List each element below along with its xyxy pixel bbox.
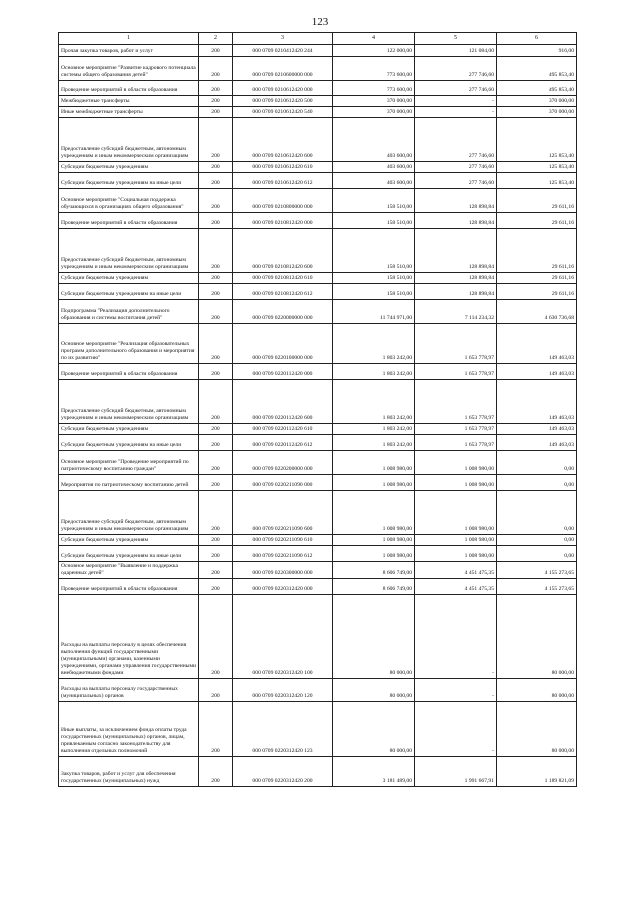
row-code-cell: 200 xyxy=(199,702,233,757)
column-header: 6 xyxy=(497,33,577,45)
row-classification-cell: 000 0709 0220312420 120 xyxy=(233,679,333,702)
row-approved-amount-cell: 122 000,00 xyxy=(333,45,415,57)
row-code-cell: 200 xyxy=(199,162,233,173)
table-row xyxy=(59,679,577,702)
row-classification-cell: 000 0709 0210812420 600 xyxy=(233,229,333,273)
row-executed-amount-cell: 1 653 778,97 xyxy=(415,435,497,451)
row-name-cell: Предоставление субсидий бюджетным, автономным учреждениям и иным некоммерческим организациям xyxy=(59,229,199,273)
row-approved-amount-cell: 1 008 980,00 xyxy=(333,491,415,535)
row-unexecuted-amount-cell: 149 463,03 xyxy=(497,424,577,435)
row-code-cell: 200 xyxy=(199,364,233,380)
row-code-cell: 200 xyxy=(199,57,233,81)
row-executed-amount-cell: 128 898,84 xyxy=(415,213,497,229)
row-classification-cell: 000 0709 0220211090 000 xyxy=(233,475,333,491)
row-code-cell: 200 xyxy=(199,435,233,451)
row-name-cell: Проведение мероприятий в области образования xyxy=(59,579,199,595)
row-name-cell: Расходы на выплаты персоналу в целях обеспечения выполнения функций государственными (муниципальными) органами, казенными учреждениями, органами управления государственными внебюджетными фондами xyxy=(59,595,199,679)
row-approved-amount-cell: 773 600,00 xyxy=(333,57,415,81)
row-executed-amount-cell: 277 746,60 xyxy=(415,173,497,189)
table-row xyxy=(59,535,577,546)
row-approved-amount-cell: 8 606 749,00 xyxy=(333,579,415,595)
table-row xyxy=(59,451,577,475)
row-approved-amount-cell: 1 803 242,00 xyxy=(333,324,415,364)
table-row xyxy=(59,189,577,213)
row-classification-cell: 000 0709 0220312420 200 xyxy=(233,757,333,787)
row-code-cell: 200 xyxy=(199,81,233,96)
row-unexecuted-amount-cell: 29 611,16 xyxy=(497,229,577,273)
row-name-cell: Субсидии бюджетным учреждениям на иные цели xyxy=(59,284,199,300)
row-unexecuted-amount-cell: 495 853,40 xyxy=(497,57,577,81)
row-classification-cell: 000 0709 0210812420 000 xyxy=(233,213,333,229)
table-row xyxy=(59,107,577,118)
row-executed-amount-cell: 1 991 667,91 xyxy=(415,757,497,787)
row-approved-amount-cell: 3 181 489,00 xyxy=(333,757,415,787)
table-row xyxy=(59,118,577,162)
table-row xyxy=(59,380,577,424)
row-name-cell: Прочая закупка товаров, работ и услуг xyxy=(59,45,199,57)
table-row xyxy=(59,757,577,787)
row-name-cell: Проведение мероприятий в области образования xyxy=(59,213,199,229)
row-executed-amount-cell: 1 008 980,00 xyxy=(415,546,497,562)
row-approved-amount-cell: 773 600,00 xyxy=(333,81,415,96)
row-code-cell: 200 xyxy=(199,213,233,229)
row-name-cell: Субсидии бюджетным учреждениям на иные цели xyxy=(59,173,199,189)
row-unexecuted-amount-cell: 29 611,16 xyxy=(497,189,577,213)
row-code-cell: 200 xyxy=(199,535,233,546)
row-unexecuted-amount-cell: 80 000,00 xyxy=(497,679,577,702)
row-code-cell: 200 xyxy=(199,96,233,107)
row-approved-amount-cell: 158 510,00 xyxy=(333,189,415,213)
table-row xyxy=(59,273,577,284)
table-row xyxy=(59,364,577,380)
row-executed-amount-cell: - xyxy=(415,107,497,118)
row-classification-cell: 000 0709 0220312420 100 xyxy=(233,595,333,679)
row-executed-amount-cell: 1 008 980,00 xyxy=(415,475,497,491)
row-unexecuted-amount-cell: 80 000,00 xyxy=(497,595,577,679)
row-name-cell: Основное мероприятие "Проведение мероприятий по патриотическому воспитанию граждан" xyxy=(59,451,199,475)
row-code-cell: 200 xyxy=(199,451,233,475)
row-code-cell: 200 xyxy=(199,595,233,679)
row-executed-amount-cell: 1 008 980,00 xyxy=(415,451,497,475)
row-code-cell: 200 xyxy=(199,118,233,162)
row-name-cell: Предоставление субсидий бюджетным, автономным учреждениям и иным некоммерческим организациям xyxy=(59,118,199,162)
row-unexecuted-amount-cell: 4 155 273,65 xyxy=(497,579,577,595)
table-row xyxy=(59,595,577,679)
row-code-cell: 200 xyxy=(199,562,233,579)
row-classification-cell: 000 0709 0220211090 612 xyxy=(233,546,333,562)
row-classification-cell: 000 0709 0210812420 610 xyxy=(233,273,333,284)
row-classification-cell: 000 0709 0220000000 000 xyxy=(233,300,333,324)
row-classification-cell: 000 0709 0210412420 244 xyxy=(233,45,333,57)
row-code-cell: 200 xyxy=(199,284,233,300)
row-executed-amount-cell: 128 898,84 xyxy=(415,284,497,300)
row-executed-amount-cell: 277 746,60 xyxy=(415,81,497,96)
row-unexecuted-amount-cell: 370 000,00 xyxy=(497,96,577,107)
row-approved-amount-cell: 1 803 242,00 xyxy=(333,424,415,435)
row-code-cell: 200 xyxy=(199,475,233,491)
row-approved-amount-cell: 1 008 980,00 xyxy=(333,475,415,491)
row-classification-cell: 000 0709 0210612420 000 xyxy=(233,81,333,96)
row-classification-cell: 000 0709 0220300000 000 xyxy=(233,562,333,579)
table-row xyxy=(59,81,577,96)
row-name-cell: Субсидии бюджетным учреждениям на иные цели xyxy=(59,435,199,451)
row-classification-cell: 000 0709 0220200000 000 xyxy=(233,451,333,475)
row-code-cell: 200 xyxy=(199,173,233,189)
table-row xyxy=(59,579,577,595)
row-approved-amount-cell: 403 600,00 xyxy=(333,173,415,189)
row-name-cell: Предоставление субсидий бюджетным, автономным учреждениям и иным некоммерческим организациям xyxy=(59,380,199,424)
row-classification-cell: 000 0709 0210612420 500 xyxy=(233,96,333,107)
row-unexecuted-amount-cell: 125 853,40 xyxy=(497,162,577,173)
row-classification-cell: 000 0709 0210612420 610 xyxy=(233,162,333,173)
row-classification-cell: 000 0709 0220112420 612 xyxy=(233,435,333,451)
row-name-cell: Иные выплаты, за исключением фонда оплаты труда государственных (муниципальных) органов, лицам, привлекаемым согласно законодательству для выполнения отдельных полномочий xyxy=(59,702,199,757)
row-approved-amount-cell: 1 008 980,00 xyxy=(333,546,415,562)
row-classification-cell: 000 0709 0220100000 000 xyxy=(233,324,333,364)
table-row xyxy=(59,229,577,273)
row-approved-amount-cell: 370 000,00 xyxy=(333,96,415,107)
row-unexecuted-amount-cell: 4 155 273,65 xyxy=(497,562,577,579)
table-row xyxy=(59,45,577,57)
column-header: 2 xyxy=(199,33,233,45)
row-unexecuted-amount-cell: 125 853,40 xyxy=(497,118,577,162)
row-name-cell: Расходы на выплаты персоналу государственных (муниципальных) органов xyxy=(59,679,199,702)
row-unexecuted-amount-cell: 29 611,16 xyxy=(497,213,577,229)
column-header: 1 xyxy=(59,33,199,45)
column-header: 5 xyxy=(415,33,497,45)
row-executed-amount-cell: 1 008 980,00 xyxy=(415,491,497,535)
table-row xyxy=(59,324,577,364)
row-unexecuted-amount-cell: 0,00 xyxy=(497,546,577,562)
row-executed-amount-cell: 1 653 778,97 xyxy=(415,424,497,435)
row-unexecuted-amount-cell: 0,00 xyxy=(497,475,577,491)
row-code-cell: 200 xyxy=(199,273,233,284)
row-name-cell: Мероприятия по патриотическому воспитанию детей xyxy=(59,475,199,491)
row-executed-amount-cell: 1 653 778,97 xyxy=(415,324,497,364)
row-executed-amount-cell: 128 898,84 xyxy=(415,229,497,273)
table-row xyxy=(59,300,577,324)
row-executed-amount-cell: 4 451 475,35 xyxy=(415,562,497,579)
row-approved-amount-cell: 158 510,00 xyxy=(333,273,415,284)
row-unexecuted-amount-cell: 149 463,03 xyxy=(497,364,577,380)
row-executed-amount-cell: 277 746,60 xyxy=(415,118,497,162)
row-approved-amount-cell: 1 008 980,00 xyxy=(333,535,415,546)
row-code-cell: 200 xyxy=(199,45,233,57)
row-code-cell: 200 xyxy=(199,324,233,364)
row-approved-amount-cell: 158 510,00 xyxy=(333,284,415,300)
budget-table xyxy=(58,32,577,787)
row-name-cell: Основное мероприятие "Выявление и поддержка одаренных детей" xyxy=(59,562,199,579)
row-unexecuted-amount-cell: 0,00 xyxy=(497,451,577,475)
row-executed-amount-cell: - xyxy=(415,679,497,702)
row-unexecuted-amount-cell: 29 611,16 xyxy=(497,273,577,284)
row-unexecuted-amount-cell: 495 853,40 xyxy=(497,81,577,96)
row-approved-amount-cell: 403 600,00 xyxy=(333,118,415,162)
table-row xyxy=(59,424,577,435)
row-name-cell: Предоставление субсидий бюджетным, автономным учреждениям и иным некоммерческим организациям xyxy=(59,491,199,535)
row-executed-amount-cell: - xyxy=(415,595,497,679)
row-approved-amount-cell: 158 510,00 xyxy=(333,229,415,273)
row-name-cell: Субсидии бюджетным учреждениям xyxy=(59,424,199,435)
row-unexecuted-amount-cell: 125 853,40 xyxy=(497,173,577,189)
row-approved-amount-cell: 1 803 242,00 xyxy=(333,364,415,380)
row-classification-cell: 000 0709 0210812420 612 xyxy=(233,284,333,300)
row-unexecuted-amount-cell: 916,00 xyxy=(497,45,577,57)
row-code-cell: 200 xyxy=(199,229,233,273)
row-executed-amount-cell: - xyxy=(415,96,497,107)
column-header: 4 xyxy=(333,33,415,45)
row-executed-amount-cell: 1 653 778,97 xyxy=(415,364,497,380)
row-code-cell: 200 xyxy=(199,424,233,435)
row-approved-amount-cell: 1 803 242,00 xyxy=(333,435,415,451)
row-classification-cell: 000 0709 0220312420 000 xyxy=(233,579,333,595)
row-classification-cell: 000 0709 0210612420 600 xyxy=(233,118,333,162)
row-unexecuted-amount-cell: 370 000,00 xyxy=(497,107,577,118)
row-name-cell: Основное мероприятие "Социальная поддержка обучающихся в организациях общего образования" xyxy=(59,189,199,213)
row-unexecuted-amount-cell: 80 000,00 xyxy=(497,702,577,757)
row-classification-cell: 000 0709 0220112420 610 xyxy=(233,424,333,435)
row-approved-amount-cell: 1 803 242,00 xyxy=(333,380,415,424)
table-row xyxy=(59,173,577,189)
row-unexecuted-amount-cell: 29 611,16 xyxy=(497,284,577,300)
row-unexecuted-amount-cell: 0,00 xyxy=(497,535,577,546)
table-row xyxy=(59,546,577,562)
row-classification-cell: 000 0709 0210600000 000 xyxy=(233,57,333,81)
row-code-cell: 200 xyxy=(199,757,233,787)
row-executed-amount-cell: 1 653 778,97 xyxy=(415,380,497,424)
row-code-cell: 200 xyxy=(199,300,233,324)
header-row xyxy=(59,33,577,45)
table-row xyxy=(59,435,577,451)
row-name-cell: Иные межбюджетные трансферты xyxy=(59,107,199,118)
row-unexecuted-amount-cell: 4 630 736,68 xyxy=(497,300,577,324)
row-name-cell: Подпрограмма "Реализация дополнительного образования и системы воспитания детей" xyxy=(59,300,199,324)
row-executed-amount-cell: - xyxy=(415,702,497,757)
row-classification-cell: 000 0709 0210800000 000 xyxy=(233,189,333,213)
row-approved-amount-cell: 1 008 980,00 xyxy=(333,451,415,475)
row-classification-cell: 000 0709 0220211090 610 xyxy=(233,535,333,546)
row-classification-cell: 000 0709 0220112420 600 xyxy=(233,380,333,424)
row-name-cell: Субсидии бюджетным учреждениям на иные цели xyxy=(59,546,199,562)
column-header: 3 xyxy=(233,33,333,45)
row-approved-amount-cell: 370 000,00 xyxy=(333,107,415,118)
row-unexecuted-amount-cell: 149 463,03 xyxy=(497,380,577,424)
row-code-cell: 200 xyxy=(199,491,233,535)
row-unexecuted-amount-cell: 149 463,03 xyxy=(497,324,577,364)
table-row xyxy=(59,491,577,535)
row-code-cell: 200 xyxy=(199,546,233,562)
page-number: 123 xyxy=(311,16,329,28)
row-executed-amount-cell: 277 746,60 xyxy=(415,162,497,173)
row-classification-cell: 000 0709 0210612420 612 xyxy=(233,173,333,189)
row-executed-amount-cell: 128 898,84 xyxy=(415,273,497,284)
row-unexecuted-amount-cell: 149 463,03 xyxy=(497,435,577,451)
row-classification-cell: 000 0709 0220312420 123 xyxy=(233,702,333,757)
table-row xyxy=(59,96,577,107)
row-name-cell: Проведение мероприятий в области образования xyxy=(59,81,199,96)
row-executed-amount-cell: 128 898,84 xyxy=(415,189,497,213)
table-row xyxy=(59,702,577,757)
table-row xyxy=(59,57,577,81)
table-row xyxy=(59,284,577,300)
row-approved-amount-cell: 80 000,00 xyxy=(333,595,415,679)
row-unexecuted-amount-cell: 1 189 821,09 xyxy=(497,757,577,787)
row-code-cell: 200 xyxy=(199,107,233,118)
row-classification-cell: 000 0709 0220112420 000 xyxy=(233,364,333,380)
row-executed-amount-cell: 121 084,00 xyxy=(415,45,497,57)
row-name-cell: Субсидии бюджетным учреждениям xyxy=(59,162,199,173)
row-unexecuted-amount-cell: 0,00 xyxy=(497,491,577,535)
row-executed-amount-cell: 4 451 475,35 xyxy=(415,579,497,595)
row-approved-amount-cell: 11 744 971,00 xyxy=(333,300,415,324)
row-name-cell: Субсидии бюджетным учреждениям xyxy=(59,535,199,546)
row-approved-amount-cell: 403 600,00 xyxy=(333,162,415,173)
table-row xyxy=(59,475,577,491)
row-code-cell: 200 xyxy=(199,189,233,213)
row-approved-amount-cell: 8 606 749,00 xyxy=(333,562,415,579)
table-row xyxy=(59,213,577,229)
row-code-cell: 200 xyxy=(199,679,233,702)
row-executed-amount-cell: 7 114 234,32 xyxy=(415,300,497,324)
row-code-cell: 200 xyxy=(199,579,233,595)
row-name-cell: Основное мероприятие "Реализация образовательных программ дополнительного образования и мероприятия по их развитию" xyxy=(59,324,199,364)
row-code-cell: 200 xyxy=(199,380,233,424)
row-classification-cell: 000 0709 0220211090 600 xyxy=(233,491,333,535)
row-executed-amount-cell: 277 746,60 xyxy=(415,57,497,81)
row-executed-amount-cell: 1 008 980,00 xyxy=(415,535,497,546)
row-classification-cell: 000 0709 0210612420 540 xyxy=(233,107,333,118)
row-name-cell: Закупка товаров, работ и услуг для обеспечения государственных (муниципальных) нужд xyxy=(59,757,199,787)
row-approved-amount-cell: 80 000,00 xyxy=(333,702,415,757)
row-approved-amount-cell: 80 000,00 xyxy=(333,679,415,702)
row-name-cell: Межбюджетные трансферты xyxy=(59,96,199,107)
row-name-cell: Субсидии бюджетным учреждениям xyxy=(59,273,199,284)
table-row xyxy=(59,162,577,173)
row-name-cell: Основное мероприятие "Развитие кадрового потенциала системы общего образования детей" xyxy=(59,57,199,81)
table-row xyxy=(59,562,577,579)
row-name-cell: Проведение мероприятий в области образования xyxy=(59,364,199,380)
row-approved-amount-cell: 158 510,00 xyxy=(333,213,415,229)
